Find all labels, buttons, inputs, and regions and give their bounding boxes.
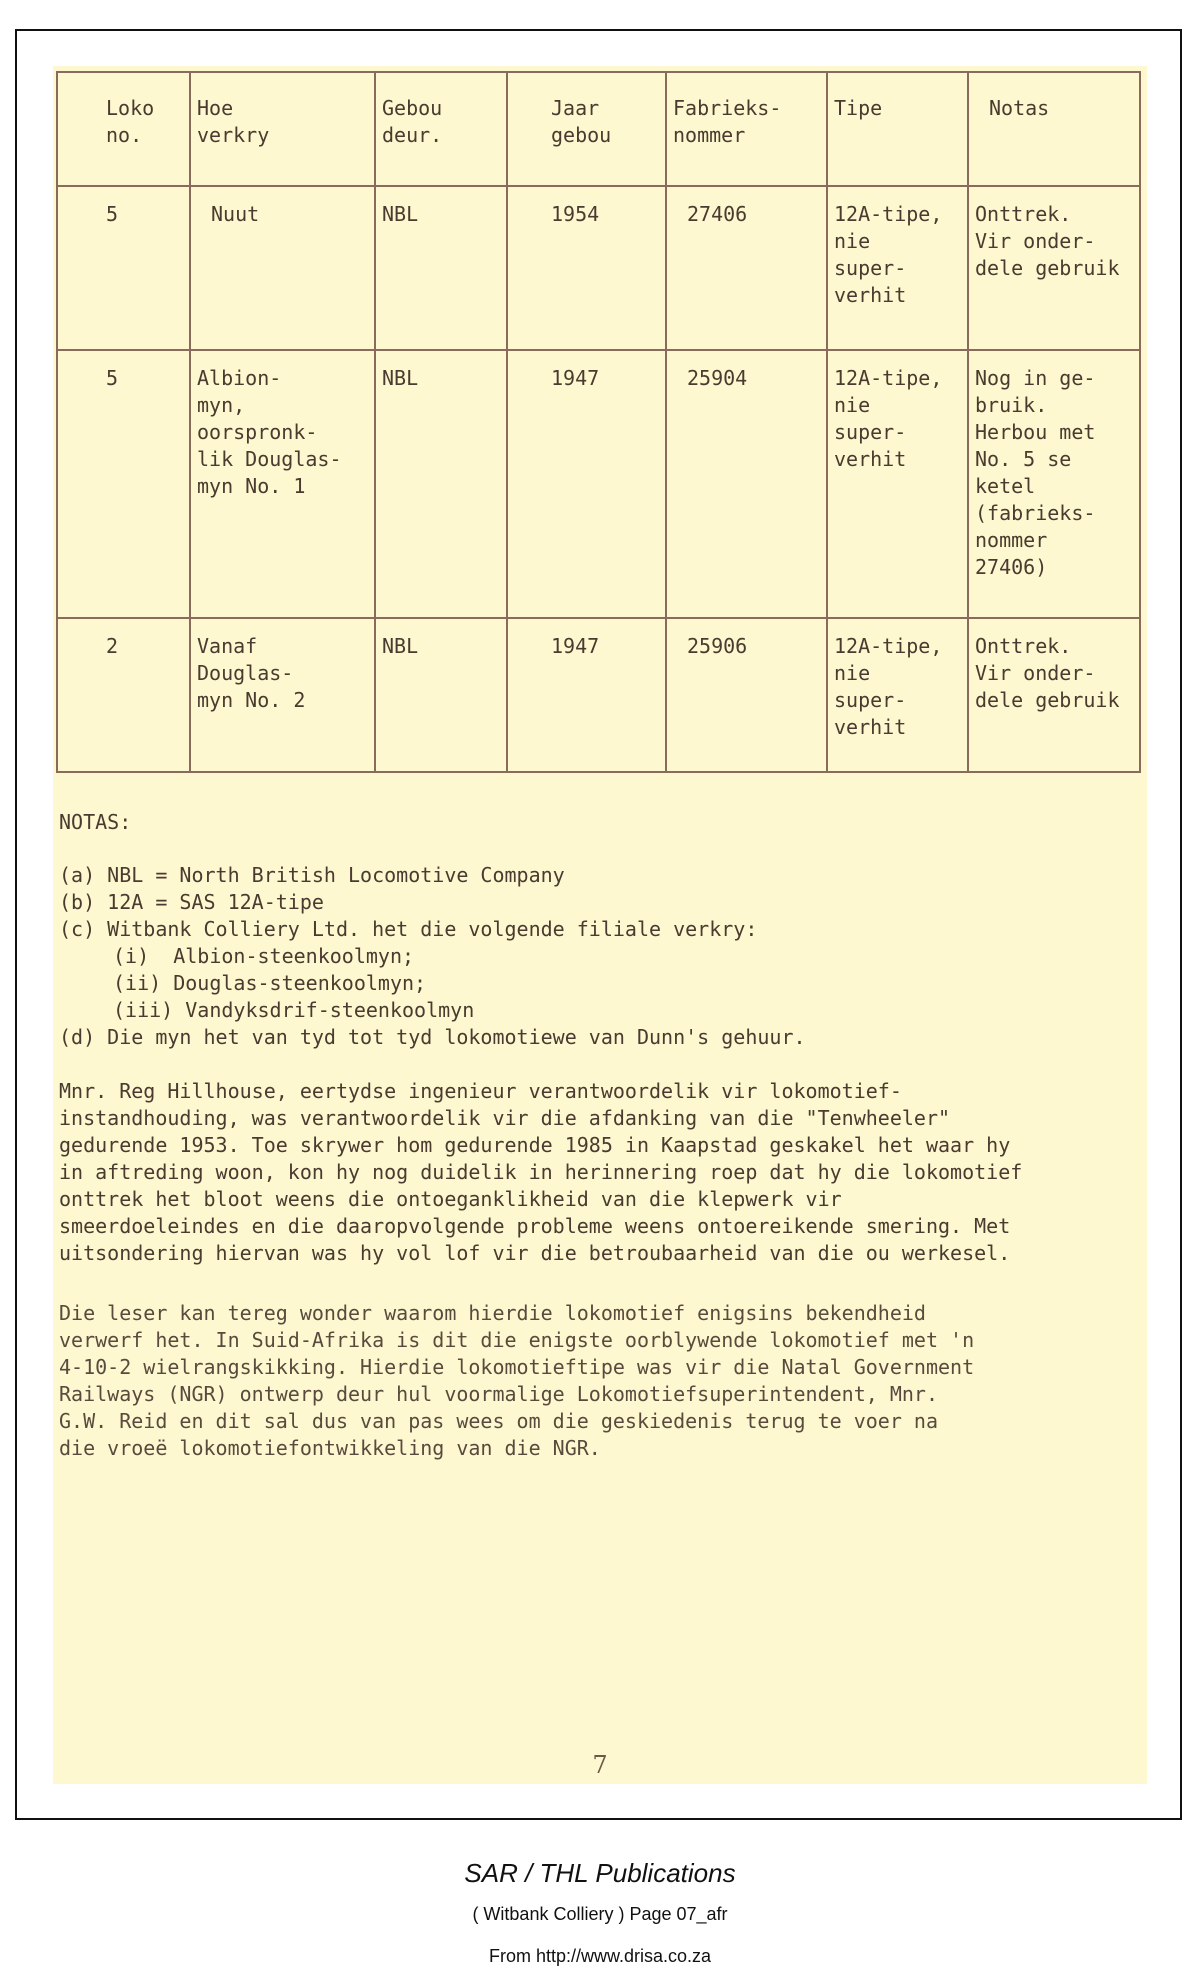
notes-heading: NOTAS: bbox=[59, 810, 132, 834]
cell-notas: Onttrek. Vir onder- dele gebruik bbox=[968, 186, 1140, 350]
cell-notas: Onttrek. Vir onder- dele gebruik bbox=[968, 618, 1140, 772]
page-number: 7 bbox=[592, 1751, 608, 1779]
locomotive-table bbox=[56, 71, 1141, 773]
cell-gebou-deur: NBL bbox=[375, 186, 507, 350]
header-jaar-gebou: Jaar gebou bbox=[507, 72, 666, 186]
cell-tipe: 12A-tipe, nie super- verhit bbox=[827, 350, 968, 618]
cell-gebou-deur: NBL bbox=[375, 618, 507, 772]
table-row bbox=[57, 186, 1140, 350]
cell-tipe: 12A-tipe, nie super- verhit bbox=[827, 186, 968, 350]
cell-notas: Nog in ge- bruik. Herbou met No. 5 se ketel (fabrieks- nommer 27406) bbox=[968, 350, 1140, 618]
cell-loko-no: 5 bbox=[57, 350, 190, 618]
header-loko-no: Loko no. bbox=[57, 72, 190, 186]
cell-hoe-verkry: Nuut bbox=[190, 186, 375, 350]
cell-jaar-gebou: 1947 bbox=[507, 350, 666, 618]
cell-tipe: 12A-tipe, nie super- verhit bbox=[827, 618, 968, 772]
header-gebou-deur: Gebou deur. bbox=[375, 72, 507, 186]
footer-title: SAR / THL Publications bbox=[464, 1858, 736, 1888]
footer-subtitle: ( Witbank Colliery ) Page 07_afr bbox=[472, 1904, 728, 1924]
note-item: (d) Die myn het van tyd tot tyd lokomotiewe van Dunn's gehuur. bbox=[59, 1025, 806, 1049]
cell-gebou-deur: NBL bbox=[375, 350, 507, 618]
scanned-page bbox=[53, 66, 1147, 1784]
notes-section bbox=[59, 809, 1139, 1462]
header-notas: Notas bbox=[968, 72, 1140, 186]
cell-jaar-gebou: 1954 bbox=[507, 186, 666, 350]
table-row bbox=[57, 350, 1140, 618]
cell-fabrieks-nommer: 25904 bbox=[666, 350, 827, 618]
note-subitem: (iii) Vandyksdrif-steenkoolmyn bbox=[113, 998, 475, 1022]
body-paragraph: Die leser kan tereg wonder waarom hierdie lokomotief enigsins bekendheid verwerf het. In Suid-Afrika is dit die enigste oorblywende lokomotief met 'n 4-10-2 wielrangskikking. Hierdie lokomotieftipe was vir die Natal Government Railways (NGR) ontwerp deur hul voormalige Lokomotiefsuperintendent, Mnr. G.W. Reid en dit sal dus van pas wees om die geskiedenis terug te voer na die vroeë lokomotiefontwikkeling van die NGR. bbox=[59, 1301, 975, 1460]
header-tipe: Tipe bbox=[827, 72, 968, 186]
note-subitem: (ii) Douglas-steenkoolmyn; bbox=[113, 971, 427, 995]
note-item: (c) Witbank Colliery Ltd. het die volgende filiale verkry: bbox=[59, 917, 758, 941]
footer-source: From http://www.drisa.co.za bbox=[488, 1946, 712, 1966]
note-item: (b) 12A = SAS 12A-tipe bbox=[59, 890, 324, 914]
cell-hoe-verkry: Albion- myn, oorspronk- lik Douglas- myn No. 1 bbox=[190, 350, 375, 618]
table-header-row bbox=[57, 72, 1140, 186]
note-item: (a) NBL = North British Locomotive Company bbox=[59, 863, 565, 887]
cell-loko-no: 2 bbox=[57, 618, 190, 772]
header-hoe-verkry: Hoe verkry bbox=[190, 72, 375, 186]
table-row bbox=[57, 618, 1140, 772]
cell-hoe-verkry: Vanaf Douglas- myn No. 2 bbox=[190, 618, 375, 772]
cell-jaar-gebou: 1947 bbox=[507, 618, 666, 772]
header-fabrieks-nommer: Fabrieks- nommer bbox=[666, 72, 827, 186]
cell-fabrieks-nommer: 25906 bbox=[666, 618, 827, 772]
note-subitem: (i) Albion-steenkoolmyn; bbox=[113, 944, 415, 968]
body-paragraph: Mnr. Reg Hillhouse, eertydse ingenieur verantwoordelik vir lokomotief- instandhouding, was verantwoordelik vir die afdanking van die "Tenwheeler" gedurende 1953. Toe skrywer hom gedurende 1985 in Kaapstad geskakel het waar hy in aftreding woon, kon hy nog duidelik in herinnering roep dat hy die lokomotief onttrek het bloot weens die ontoeganklikheid van die klepwerk vir smeerdoeleindes en die daaropvolgende probleme weens ontoereikende smering. Met uitsondering hiervan was hy vol lof vir die betroubaarheid van die ou werkesel. bbox=[59, 1079, 1023, 1265]
cell-fabrieks-nommer: 27406 bbox=[666, 186, 827, 350]
cell-loko-no: 5 bbox=[57, 186, 190, 350]
